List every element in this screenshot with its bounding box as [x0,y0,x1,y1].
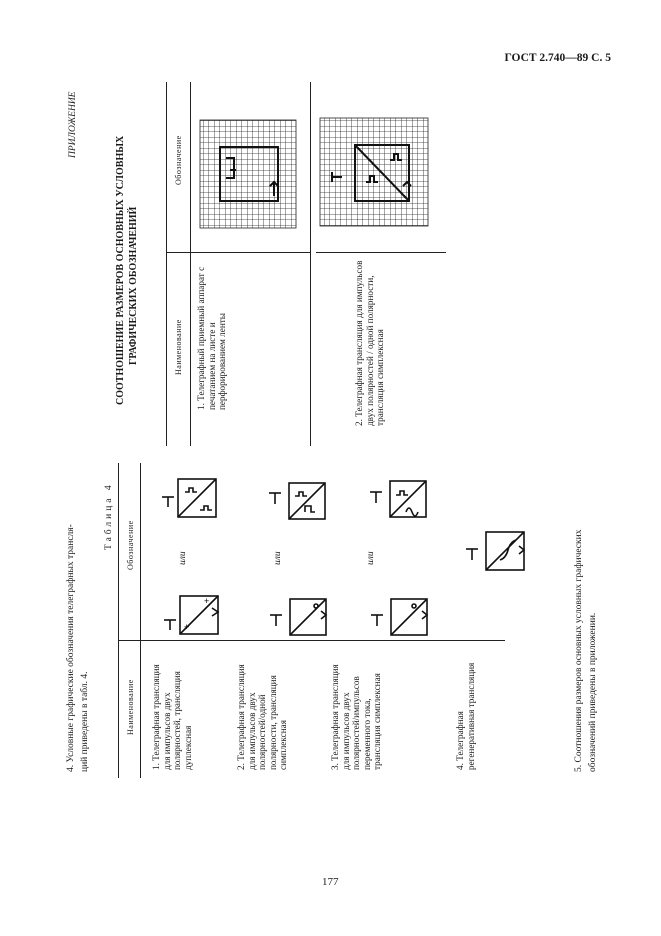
footer-text-line1: 5. Соотношения размеров основных условных графических [574,529,584,772]
appendix-row1-name: 1. Телеграфный приемный аппарат с печатанием на листе и перфорированием ленты [196,266,228,410]
appendix-col-header-symbol: Обозначение [174,135,183,185]
footer-text-line2: обозначений приведены в приложении. [588,612,598,772]
col-header-symbol: Обозначение [126,520,135,570]
plus-sign: + [184,622,190,632]
appendix-title-line2: ГРАФИЧЕСКИХ ОБОЗНАЧЕНИЙ [128,206,139,365]
or-label-row3: или [366,551,376,565]
table-caption: Таблица 4 [104,482,114,550]
appendix-col-header-name: Наименование [174,319,183,375]
receiver-apparatus-grid [200,120,296,228]
appendix-label: ПРИЛОЖЕНИЕ [68,91,78,158]
intro-text-line1: 4. Условные графические обозначения телеграфных трансля- [66,524,76,772]
table4-row2-name: 2. Телеграфная трансляция для импульсов двух полярностей/одной полярности, трансляция симплексная [236,664,289,770]
document-reference: ГОСТ 2.740—89 С. 5 [504,52,611,64]
appendix-row2-name: 2. Телеграфная трансляция для импульсов двух полярностей / одной полярности, трансляция симплексная [354,260,386,426]
intro-text-line2: ций приведены в табл. 4. [80,671,90,772]
simplex-translation-grid [320,118,428,226]
appendix-title-line1: СООТНОШЕНИЕ РАЗМЕРОВ ОСНОВНЫХ УСЛОВНЫХ [115,135,126,405]
plus-sign: + [204,596,210,606]
or-label-row1: или [178,551,188,565]
table4-row4-name: 4. Телеграфная регенеративная трансляция [455,662,476,770]
or-label-row2: или [273,551,283,565]
page-number: 177 [322,876,339,888]
table4-row3-name: 3. Телеграфная трансляция для импульсов двух полярностей/импульсов переменного тока, трансляция симплексная [330,664,383,770]
col-header-name: Наименование [126,679,135,735]
table4-row1-name: 1. Телеграфная трансляция для импульсов двух полярностей, трансляция дуплексная [151,664,193,770]
